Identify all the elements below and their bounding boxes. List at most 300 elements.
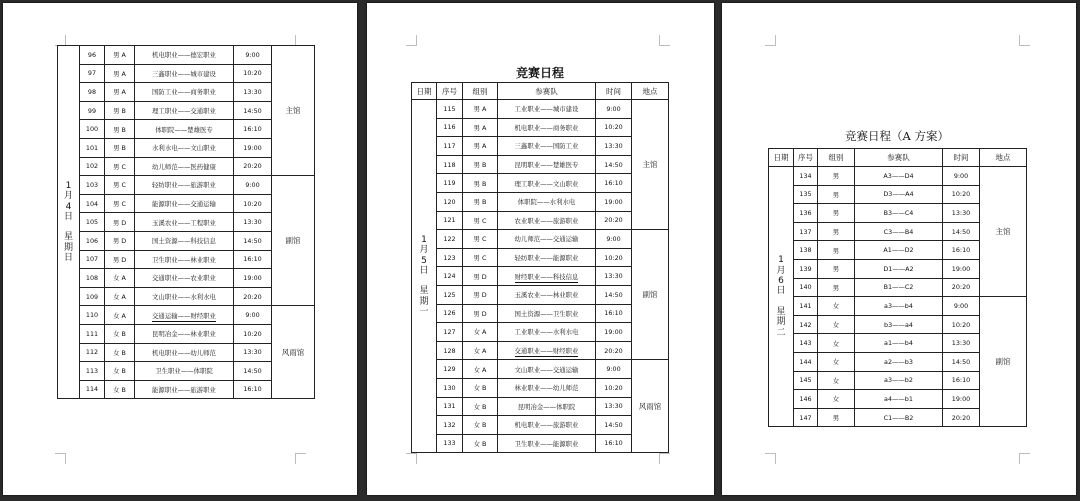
match-number-cell: 122 — [437, 230, 463, 249]
group-cell: 女 A — [463, 323, 498, 342]
document-page-3 — [722, 3, 1076, 495]
column-header: 时间 — [596, 83, 632, 100]
teams-text: 财经职业——科技信息 — [514, 272, 579, 281]
date-cell — [769, 167, 794, 427]
teams-cell — [498, 397, 596, 416]
document-page-1 — [3, 3, 357, 495]
table-row — [769, 167, 1027, 186]
match-number-cell: 133 — [437, 434, 463, 453]
teams-cell — [855, 241, 943, 260]
match-number-cell: 120 — [437, 192, 463, 211]
column-header: 序号 — [794, 149, 818, 167]
date-char: 6 — [778, 276, 784, 287]
match-number-cell: 109 — [80, 287, 105, 306]
teams-text: 机电职业——幼儿师范 — [152, 348, 216, 357]
teams-cell — [498, 155, 596, 174]
teams-text: C3——B4 — [883, 227, 914, 236]
table-row — [412, 174, 669, 193]
teams-text: 理工职业——交通职业 — [152, 107, 216, 116]
teams-cell — [498, 118, 596, 137]
match-number-cell: 114 — [80, 380, 105, 399]
group-cell: 男 D — [463, 267, 498, 286]
teams-text: 机电职业——德宏职业 — [152, 51, 216, 60]
teams-cell — [498, 192, 596, 211]
group-cell: 女 B — [463, 378, 498, 397]
teams-text: 林业职业——幼儿师范 — [514, 384, 579, 393]
group-cell: 男 — [818, 222, 855, 241]
group-cell: 男 — [818, 259, 855, 278]
match-number-cell: 142 — [794, 315, 818, 334]
match-number-cell: 110 — [80, 306, 105, 325]
match-number-cell: 107 — [80, 250, 105, 269]
teams-cell — [498, 434, 596, 453]
time-cell: 13:30 — [943, 334, 980, 353]
teams-cell — [498, 378, 596, 397]
group-cell: 男 C — [105, 194, 135, 213]
group-cell: 女 — [818, 297, 855, 316]
group-cell: 男 D — [463, 304, 498, 323]
time-cell: 10:20 — [943, 315, 980, 334]
time-cell: 14:50 — [234, 231, 272, 250]
teams-text: 农业职业——旅游职业 — [514, 216, 579, 225]
group-cell: 女 A — [105, 287, 135, 306]
schedule-table — [411, 82, 669, 453]
teams-text: 文山职业——水利水电 — [152, 293, 216, 302]
teams-text: a1——b4 — [884, 339, 913, 348]
group-cell: 男 C — [105, 157, 135, 176]
match-number-cell: 137 — [794, 222, 818, 241]
teams-cell — [135, 269, 234, 288]
date-char: 星 — [419, 286, 429, 297]
time-cell: 13:30 — [234, 213, 272, 232]
teams-text: 卫生职业——能源职业 — [514, 439, 579, 448]
match-number-cell: 124 — [437, 267, 463, 286]
date-char — [769, 297, 793, 307]
margin-corner-mark — [55, 453, 66, 464]
group-cell: 女 B — [105, 343, 135, 362]
teams-cell — [855, 334, 943, 353]
group-cell: 男 B — [463, 155, 498, 174]
match-number-cell: 97 — [80, 64, 105, 83]
group-cell: 男 D — [105, 231, 135, 250]
teams-text: 理工职业——文山职业 — [514, 179, 579, 188]
teams-cell — [498, 211, 596, 230]
time-cell: 14:50 — [943, 352, 980, 371]
group-cell: 女 A — [463, 341, 498, 360]
time-cell: 16:10 — [234, 380, 272, 399]
time-cell: 16:10 — [234, 250, 272, 269]
match-number-cell: 96 — [80, 46, 105, 65]
time-cell: 16:10 — [943, 371, 980, 390]
match-number-cell: 98 — [80, 83, 105, 102]
time-cell: 19:00 — [943, 390, 980, 409]
group-cell: 男 A — [463, 118, 498, 137]
time-cell: 20:20 — [234, 157, 272, 176]
teams-cell — [135, 380, 234, 399]
match-number-cell: 140 — [794, 278, 818, 297]
time-cell: 16:10 — [943, 241, 980, 260]
teams-cell — [498, 416, 596, 435]
schedule-table — [768, 148, 1027, 427]
group-cell: 男 — [818, 185, 855, 204]
time-cell: 13:30 — [596, 267, 632, 286]
group-cell: 女 — [818, 371, 855, 390]
match-number-cell: 117 — [437, 137, 463, 156]
teams-cell — [498, 304, 596, 323]
time-cell: 19:00 — [234, 269, 272, 288]
time-cell: 19:00 — [596, 323, 632, 342]
time-cell: 20:20 — [234, 287, 272, 306]
match-number-cell: 99 — [80, 101, 105, 120]
time-cell: 14:50 — [596, 155, 632, 174]
group-cell: 男 B — [463, 192, 498, 211]
time-cell: 13:30 — [596, 137, 632, 156]
header-row — [412, 83, 669, 100]
teams-text: 轻纺职业——能源职业 — [514, 254, 579, 263]
page-title: 竞赛日程（A 方案） — [845, 129, 949, 143]
group-cell: 女 A — [105, 306, 135, 325]
match-number-cell: 108 — [80, 269, 105, 288]
teams-cell — [498, 248, 596, 267]
group-cell: 男 C — [463, 230, 498, 249]
group-cell: 男 C — [105, 176, 135, 195]
venue-cell: 主馆 — [980, 167, 1027, 297]
group-cell: 男 A — [463, 137, 498, 156]
teams-cell — [855, 297, 943, 316]
teams-text: 国防工业——商务职业 — [152, 88, 216, 97]
teams-cell — [855, 185, 943, 204]
teams-cell — [135, 176, 234, 195]
teams-cell — [855, 371, 943, 390]
teams-cell — [135, 138, 234, 157]
column-header: 组别 — [818, 149, 855, 167]
time-cell: 9:00 — [596, 230, 632, 249]
time-cell: 10:20 — [234, 324, 272, 343]
teams-text: 昆明职业——楚雄医专 — [514, 161, 579, 170]
group-cell: 女 B — [463, 416, 498, 435]
teams-text: 交通职业——财经职业 — [514, 347, 579, 356]
teams-text: 幼儿师范——医药健康 — [152, 162, 216, 171]
teams-cell — [135, 157, 234, 176]
match-number-cell: 125 — [437, 285, 463, 304]
teams-text: a3——b2 — [884, 376, 913, 385]
time-cell: 14:50 — [596, 416, 632, 435]
schedule-table — [57, 45, 315, 399]
teams-text: C1——B2 — [883, 413, 914, 422]
date-char: 二 — [776, 327, 786, 338]
group-cell: 女 B — [463, 397, 498, 416]
table-row — [412, 155, 669, 174]
date-char: 1 — [421, 234, 427, 245]
time-cell: 20:20 — [943, 408, 980, 427]
column-header: 序号 — [437, 83, 463, 100]
teams-cell — [855, 204, 943, 223]
margin-corner-mark — [295, 453, 306, 464]
table-row — [412, 100, 669, 119]
group-cell: 男 A — [105, 64, 135, 83]
teams-text: 交通职业——农业职业 — [152, 274, 216, 283]
time-cell: 20:20 — [943, 278, 980, 297]
teams-text: A3——D4 — [883, 171, 914, 180]
teams-text: 能源职业——交通运输 — [152, 200, 216, 209]
group-cell: 男 — [818, 241, 855, 260]
teams-text: 文山职业——交通运输 — [514, 365, 579, 374]
column-header: 地点 — [632, 83, 669, 100]
date-char: 日 — [776, 286, 786, 297]
time-cell: 13:30 — [234, 83, 272, 102]
venue-cell: 风雨馆 — [632, 360, 669, 453]
teams-text: 昆明冶金——体职院 — [517, 402, 576, 411]
match-number-cell: 123 — [437, 248, 463, 267]
teams-cell — [135, 120, 234, 139]
teams-cell — [855, 222, 943, 241]
time-cell: 10:20 — [596, 248, 632, 267]
table-row — [412, 230, 669, 249]
teams-cell — [498, 285, 596, 304]
date-cell — [412, 100, 437, 453]
date-char: 5 — [421, 255, 427, 266]
time-cell: 20:20 — [596, 211, 632, 230]
group-cell: 男 — [818, 408, 855, 427]
time-cell: 16:10 — [234, 120, 272, 139]
match-number-cell: 130 — [437, 378, 463, 397]
time-cell: 13:30 — [596, 397, 632, 416]
match-number-cell: 126 — [437, 304, 463, 323]
match-number-cell: 115 — [437, 100, 463, 119]
margin-corner-mark — [1019, 35, 1030, 46]
teams-cell — [855, 315, 943, 334]
teams-text: D3——A4 — [883, 190, 914, 199]
time-cell: 9:00 — [943, 167, 980, 186]
table-row — [412, 192, 669, 211]
match-number-cell: 116 — [437, 118, 463, 137]
group-cell: 女 B — [105, 324, 135, 343]
margin-corner-mark — [765, 453, 776, 464]
match-number-cell: 141 — [794, 297, 818, 316]
table-row — [412, 137, 669, 156]
time-cell: 9:00 — [596, 100, 632, 119]
match-number-cell: 132 — [437, 416, 463, 435]
teams-text: 体职院——楚雄医专 — [155, 125, 213, 134]
group-cell: 男 — [818, 204, 855, 223]
teams-cell — [135, 46, 234, 65]
header-row — [769, 149, 1027, 167]
teams-cell — [855, 408, 943, 427]
match-number-cell: 121 — [437, 211, 463, 230]
group-cell: 女 — [818, 334, 855, 353]
date-char: 1 — [65, 180, 72, 191]
table-row — [412, 360, 669, 379]
match-number-cell: 104 — [80, 194, 105, 213]
match-number-cell: 129 — [437, 360, 463, 379]
group-cell: 女 — [818, 315, 855, 334]
column-header: 参赛队 — [855, 149, 943, 167]
teams-cell — [498, 174, 596, 193]
time-cell: 9:00 — [234, 176, 272, 195]
teams-text: 三鑫职业——城市建设 — [152, 69, 216, 78]
table-row — [58, 306, 315, 325]
group-cell: 男 B — [105, 101, 135, 120]
teams-text: 体职院——水利水电 — [517, 198, 576, 207]
teams-text: 幼儿师范——交通运输 — [514, 235, 579, 244]
column-header: 参赛队 — [498, 83, 596, 100]
group-cell: 女 B — [105, 380, 135, 399]
teams-text: 工业职业——城市建设 — [514, 105, 579, 114]
group-cell: 男 D — [105, 213, 135, 232]
group-cell: 男 B — [105, 120, 135, 139]
date-char: 期 — [776, 317, 786, 328]
match-number-cell: 111 — [80, 324, 105, 343]
time-cell: 19:00 — [943, 259, 980, 278]
match-number-cell: 106 — [80, 231, 105, 250]
table-row — [58, 46, 315, 65]
column-header: 时间 — [943, 149, 980, 167]
group-cell: 男 — [818, 167, 855, 186]
group-cell: 男 A — [463, 100, 498, 119]
teams-text: 国土资源——卫生职业 — [514, 309, 579, 318]
teams-text: b3——a4 — [884, 320, 913, 329]
match-number-cell: 136 — [794, 204, 818, 223]
teams-text: 国土资源——科技信息 — [152, 237, 216, 246]
venue-cell: 副馆 — [632, 230, 669, 360]
time-cell: 10:20 — [234, 64, 272, 83]
column-header: 地点 — [980, 149, 1027, 167]
teams-cell — [135, 231, 234, 250]
match-number-cell: 119 — [437, 174, 463, 193]
group-cell: 男 C — [463, 248, 498, 267]
date-cell — [58, 46, 80, 399]
column-header: 日期 — [769, 149, 794, 167]
match-number-cell: 113 — [80, 362, 105, 381]
table-row — [412, 285, 669, 304]
teams-cell — [498, 323, 596, 342]
match-number-cell: 138 — [794, 241, 818, 260]
teams-text: 水利水电——文山职业 — [152, 144, 216, 153]
group-cell: 女 — [818, 390, 855, 409]
time-cell: 9:00 — [596, 360, 632, 379]
teams-text: a4——b1 — [884, 394, 913, 403]
time-cell: 10:20 — [234, 194, 272, 213]
group-cell: 女 A — [105, 269, 135, 288]
match-number-cell: 101 — [80, 138, 105, 157]
group-cell: 女 B — [463, 434, 498, 453]
table-row — [412, 434, 669, 453]
teams-cell — [855, 167, 943, 186]
match-number-cell: 118 — [437, 155, 463, 174]
match-number-cell: 112 — [80, 343, 105, 362]
date-char: 一 — [419, 307, 429, 317]
group-cell: 男 A — [105, 83, 135, 102]
teams-text: 机电职业——旅游职业 — [514, 421, 579, 430]
time-cell: 10:20 — [596, 378, 632, 397]
match-number-cell: 134 — [794, 167, 818, 186]
margin-corner-mark — [1019, 453, 1030, 464]
match-number-cell: 143 — [794, 334, 818, 353]
time-cell: 9:00 — [234, 306, 272, 325]
date-char: 4 — [65, 201, 72, 212]
match-number-cell: 139 — [794, 259, 818, 278]
match-number-cell: 105 — [80, 213, 105, 232]
teams-cell — [135, 324, 234, 343]
teams-cell — [135, 83, 234, 102]
teams-cell — [855, 278, 943, 297]
column-header: 日期 — [412, 83, 437, 100]
date-char — [58, 222, 79, 232]
group-cell: 男 D — [105, 250, 135, 269]
column-header: 组别 — [463, 83, 498, 100]
teams-text: a2——b3 — [884, 357, 913, 366]
teams-cell — [498, 230, 596, 249]
margin-corner-mark — [406, 35, 417, 46]
venue-cell: 副馆 — [980, 297, 1027, 427]
time-cell: 13:30 — [234, 343, 272, 362]
teams-cell — [498, 341, 596, 360]
match-number-cell: 127 — [437, 323, 463, 342]
date-char: 期 — [419, 296, 429, 307]
table-row — [769, 297, 1027, 316]
date-char: 月 — [776, 265, 786, 276]
teams-cell — [855, 259, 943, 278]
date-char: 星 — [776, 306, 786, 317]
group-cell: 男 D — [463, 285, 498, 304]
group-cell: 男 A — [105, 46, 135, 65]
match-number-cell: 147 — [794, 408, 818, 427]
time-cell: 14:50 — [234, 101, 272, 120]
venue-cell: 副馆 — [272, 176, 315, 306]
teams-cell — [135, 343, 234, 362]
teams-text: 卫生职业——体职院 — [155, 367, 213, 376]
table-row — [412, 248, 669, 267]
table-row — [412, 323, 669, 342]
date-char: 1 — [778, 255, 784, 266]
table-row — [412, 416, 669, 435]
table-row — [58, 176, 315, 195]
page-title: 竞赛日程 — [515, 66, 564, 80]
table-row — [412, 118, 669, 137]
table-row — [412, 397, 669, 416]
teams-text: 三鑫职业——国防工业 — [514, 142, 579, 151]
date-char: 月 — [419, 245, 429, 256]
group-cell: 男 B — [105, 138, 135, 157]
group-cell: 女 B — [105, 362, 135, 381]
margin-corner-mark — [765, 35, 776, 46]
date-char: 日 — [63, 253, 73, 263]
table-row — [412, 267, 669, 286]
group-cell: 男 C — [463, 211, 498, 230]
venue-cell: 主馆 — [272, 46, 315, 176]
time-cell: 14:50 — [943, 222, 980, 241]
time-cell: 9:00 — [234, 46, 272, 65]
teams-cell — [135, 306, 234, 325]
teams-cell — [498, 100, 596, 119]
match-number-cell: 128 — [437, 341, 463, 360]
teams-cell — [498, 360, 596, 379]
teams-text: 玉溪农业——工程职业 — [152, 218, 216, 227]
time-cell: 16:10 — [596, 174, 632, 193]
teams-cell — [135, 213, 234, 232]
table-row — [412, 304, 669, 323]
time-cell: 16:10 — [596, 434, 632, 453]
margin-corner-mark — [659, 453, 670, 464]
date-char: 日 — [419, 265, 429, 276]
teams-text: 轻纺职业——旅游职业 — [152, 181, 216, 190]
match-number-cell: 103 — [80, 176, 105, 195]
time-cell: 10:20 — [943, 185, 980, 204]
time-cell: 14:50 — [234, 362, 272, 381]
date-char: 月 — [63, 191, 73, 202]
date-char: 日 — [63, 211, 73, 222]
time-cell: 19:00 — [234, 138, 272, 157]
